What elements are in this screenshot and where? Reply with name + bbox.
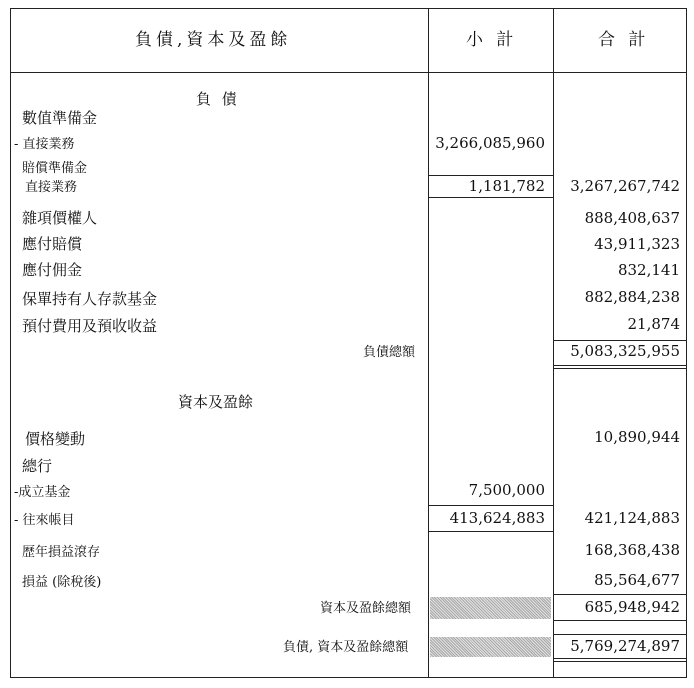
retained-earnings-total: 168,368,438 [584,541,680,559]
column-divider-2 [553,8,554,678]
profit-total: 85,564,677 [594,571,680,589]
direct-business-subtotal-2: 1,181,782 [468,177,545,195]
grand-total-label: 負債, 資本及盈餘總額 [283,640,409,655]
direct-business-subtotal-1: 3,266,085,960 [435,134,545,152]
grand-total-rule-bottom-1 [553,658,687,659]
retained-earnings-label: 歷年損益滾存 [22,545,101,560]
grand-total-rule-top [553,634,687,635]
claim-reserve-title: 賠償準備金 [22,161,88,176]
liability-item-total: 21,874 [627,315,680,333]
capital-total-value: 685,948,942 [584,598,680,616]
liability-item-total: 888,408,637 [584,209,680,227]
column-divider-1 [428,8,429,678]
direct-business-label-1: - 直接業務 [14,137,75,152]
head-office-label: 總行 [22,457,53,475]
capital-total-shading [430,597,551,619]
header-divider [10,72,687,73]
price-change-label: 價格變動 [25,430,86,448]
fund-label: -成立基金 [14,485,71,500]
grand-total-value: 5,769,274,897 [570,637,680,655]
header-col-total: 合 計 [598,30,650,50]
capital-section-title: 資本及盈餘 [178,393,254,411]
reserve-title: 數值準備金 [22,109,98,127]
liability-item-label: 保單持有人存款基金 [22,290,158,308]
capital-total-rule-bottom [553,620,687,621]
capital-total-label: 資本及盈餘總額 [320,601,412,616]
liabilities-total-rule-bottom-2 [553,368,687,369]
liability-item-total: 882,884,238 [584,288,680,306]
fund-subtotal: 7,500,000 [468,481,545,499]
header-col-subtotal: 小 計 [466,30,518,50]
subtotal-rule-1 [428,175,553,176]
price-change-total: 10,890,944 [594,428,680,446]
subtotal-rule-2 [428,197,553,198]
current-account-subtotal: 413,624,883 [449,509,545,527]
current-account-total: 421,124,883 [584,509,680,527]
liability-item-label: 應付佣金 [22,261,83,279]
liability-item-total: 43,911,323 [594,235,680,253]
fund-rule [428,505,553,506]
direct-business-total-2: 3,267,267,742 [570,177,680,195]
liability-item-label: 預付費用及預收收益 [22,317,158,335]
profit-label: 損益 (除稅後) [22,575,102,590]
direct-business-label-2: 直接業務 [25,180,78,195]
liability-item-label: 雜項價權人 [22,209,98,227]
liabilities-total-label: 負債總額 [363,345,416,360]
grand-total-rule-bottom-2 [553,661,687,662]
header-col-items: 負債,資本及盈餘 [135,30,292,50]
liabilities-section-title: 負 債 [196,90,240,108]
liability-item-total: 832,141 [617,261,680,279]
liabilities-total-value: 5,083,325,955 [570,342,680,360]
liabilities-total-rule-bottom-1 [553,365,687,366]
grand-total-shading [430,637,551,657]
current-account-label: - 往來帳目 [14,513,75,528]
account-rule [428,531,553,532]
liabilities-total-rule-top [553,340,687,341]
liability-item-label: 應付賠償 [22,235,83,253]
capital-total-rule-top [553,594,687,595]
